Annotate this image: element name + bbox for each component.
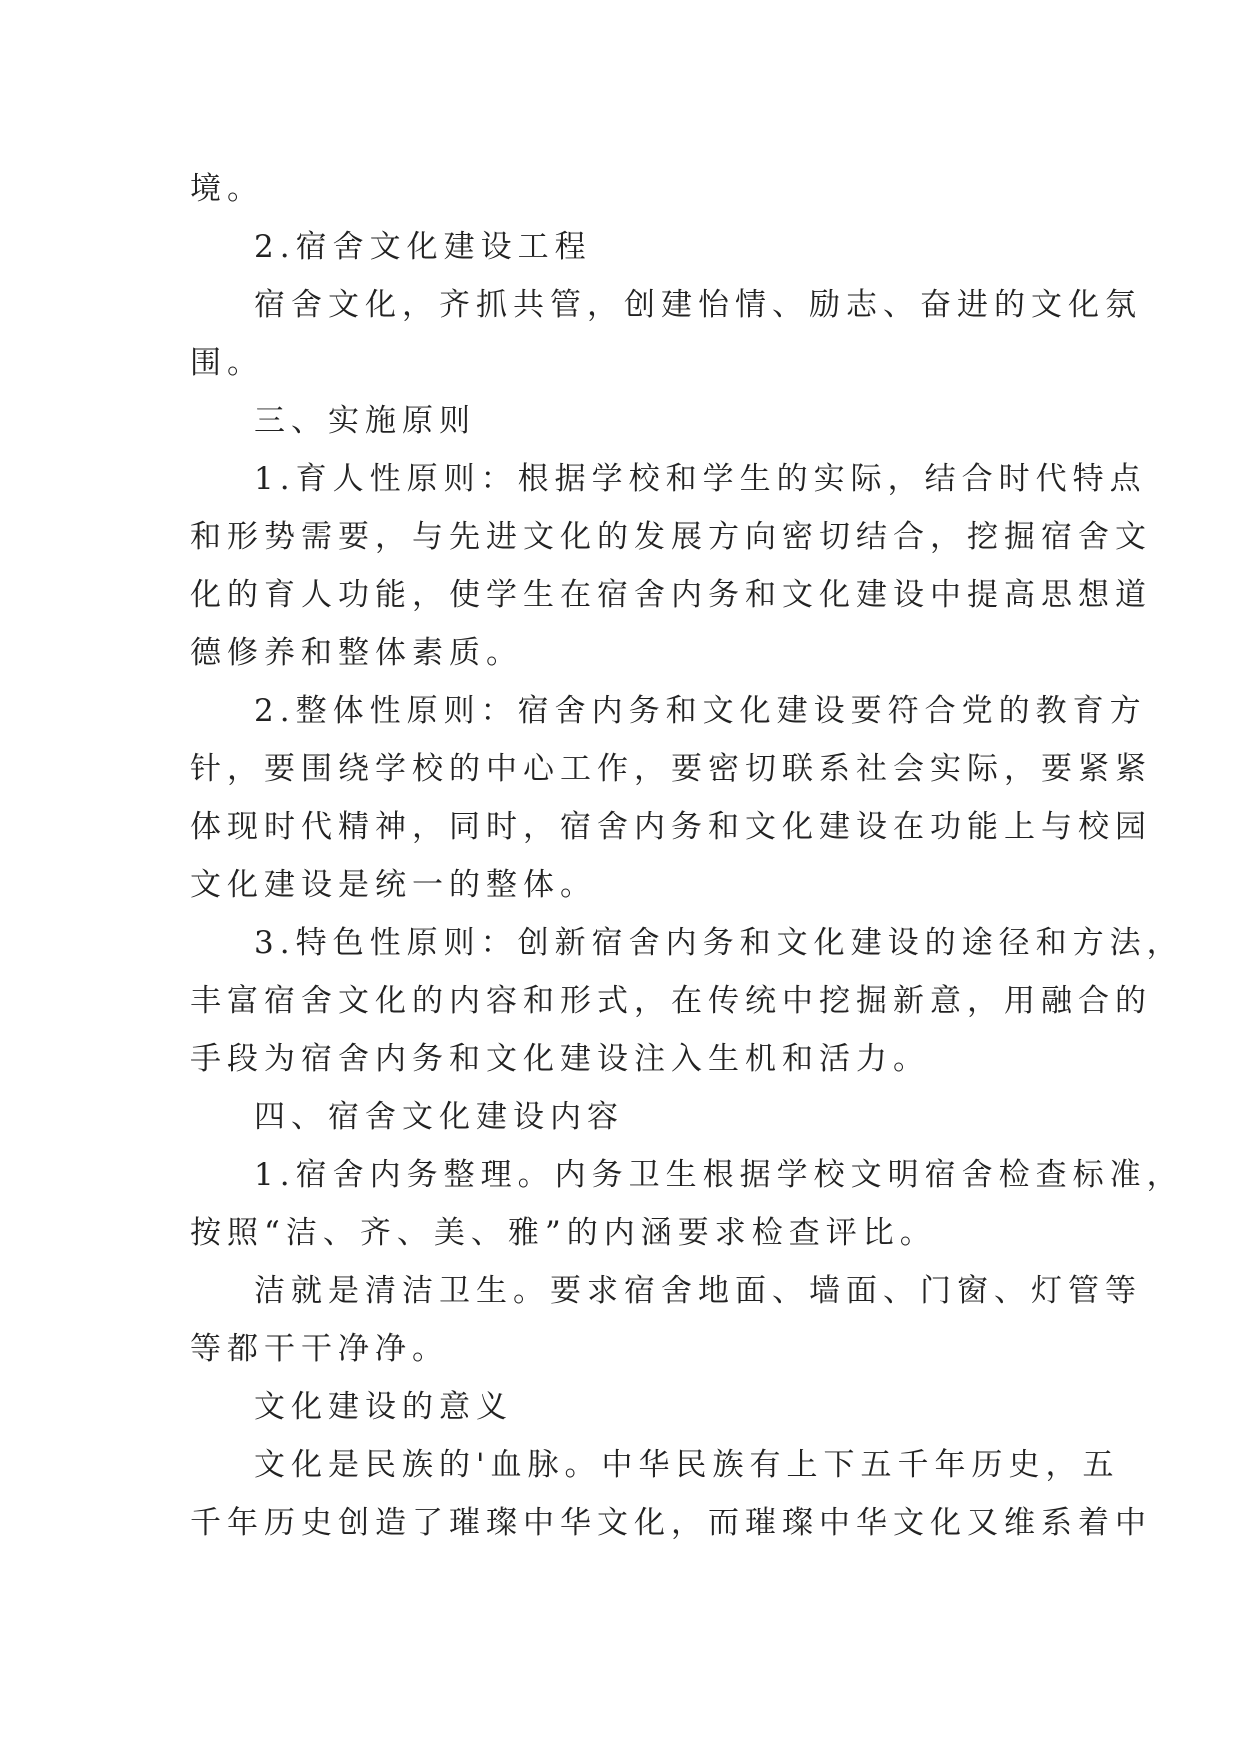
paragraph-line: 针，要围绕学校的中心工作，要密切联系社会实际，要紧紧 <box>190 751 1152 787</box>
section-heading: 2.宿舍文化建设工程 <box>254 229 592 265</box>
paragraph-line: 和形势需要，与先进文化的发展方向密切结合，挖掘宿舍文 <box>190 519 1152 555</box>
paragraph-line: 体现时代精神，同时，宿舍内务和文化建设在功能上与校园 <box>190 809 1152 845</box>
paragraph-line: 文化是民族的'血脉。中华民族有上下五千年历史，五 <box>254 1447 1120 1483</box>
section-heading: 文化建设的意义 <box>254 1389 513 1425</box>
paragraph-line: 围。 <box>190 345 264 381</box>
paragraph-line: 手段为宿舍内务和文化建设注入生机和活力。 <box>190 1041 930 1077</box>
paragraph-line: 千年历史创造了璀璨中华文化，而璀璨中华文化又维系着中 <box>190 1505 1152 1541</box>
paragraph-line: 按照“洁、齐、美、雅”的内涵要求检查评比。 <box>190 1215 937 1251</box>
paragraph-line: 2.整体性原则：宿舍内务和文化建设要符合党的教育方 <box>254 693 1147 729</box>
paragraph-line: 洁就是清洁卫生。要求宿舍地面、墙面、门窗、灯管等 <box>254 1273 1142 1309</box>
document-body <box>190 160 1184 1552</box>
paragraph-line: 1.育人性原则：根据学校和学生的实际，结合时代特点 <box>254 461 1147 497</box>
paragraph-line: 德修养和整体素质。 <box>190 635 523 671</box>
paragraph-line: 3.特色性原则：创新宿舍内务和文化建设的途径和方法， <box>254 925 1184 961</box>
paragraph-line: 1.宿舍内务整理。内务卫生根据学校文明宿舍检查标准， <box>254 1157 1184 1193</box>
paragraph-line: 宿舍文化，齐抓共管，创建怡情、励志、奋进的文化氛 <box>254 287 1142 323</box>
paragraph-line: 丰富宿舍文化的内容和形式，在传统中挖掘新意，用融合的 <box>190 983 1152 1019</box>
paragraph-line: 等都干干净净。 <box>190 1331 449 1367</box>
paragraph-line: 化的育人功能，使学生在宿舍内务和文化建设中提高思想道 <box>190 577 1152 613</box>
section-heading: 四、宿舍文化建设内容 <box>254 1099 624 1135</box>
paragraph-line: 境。 <box>190 171 264 207</box>
paragraph-line: 文化建设是统一的整体。 <box>190 867 597 903</box>
section-heading: 三、实施原则 <box>254 403 476 439</box>
